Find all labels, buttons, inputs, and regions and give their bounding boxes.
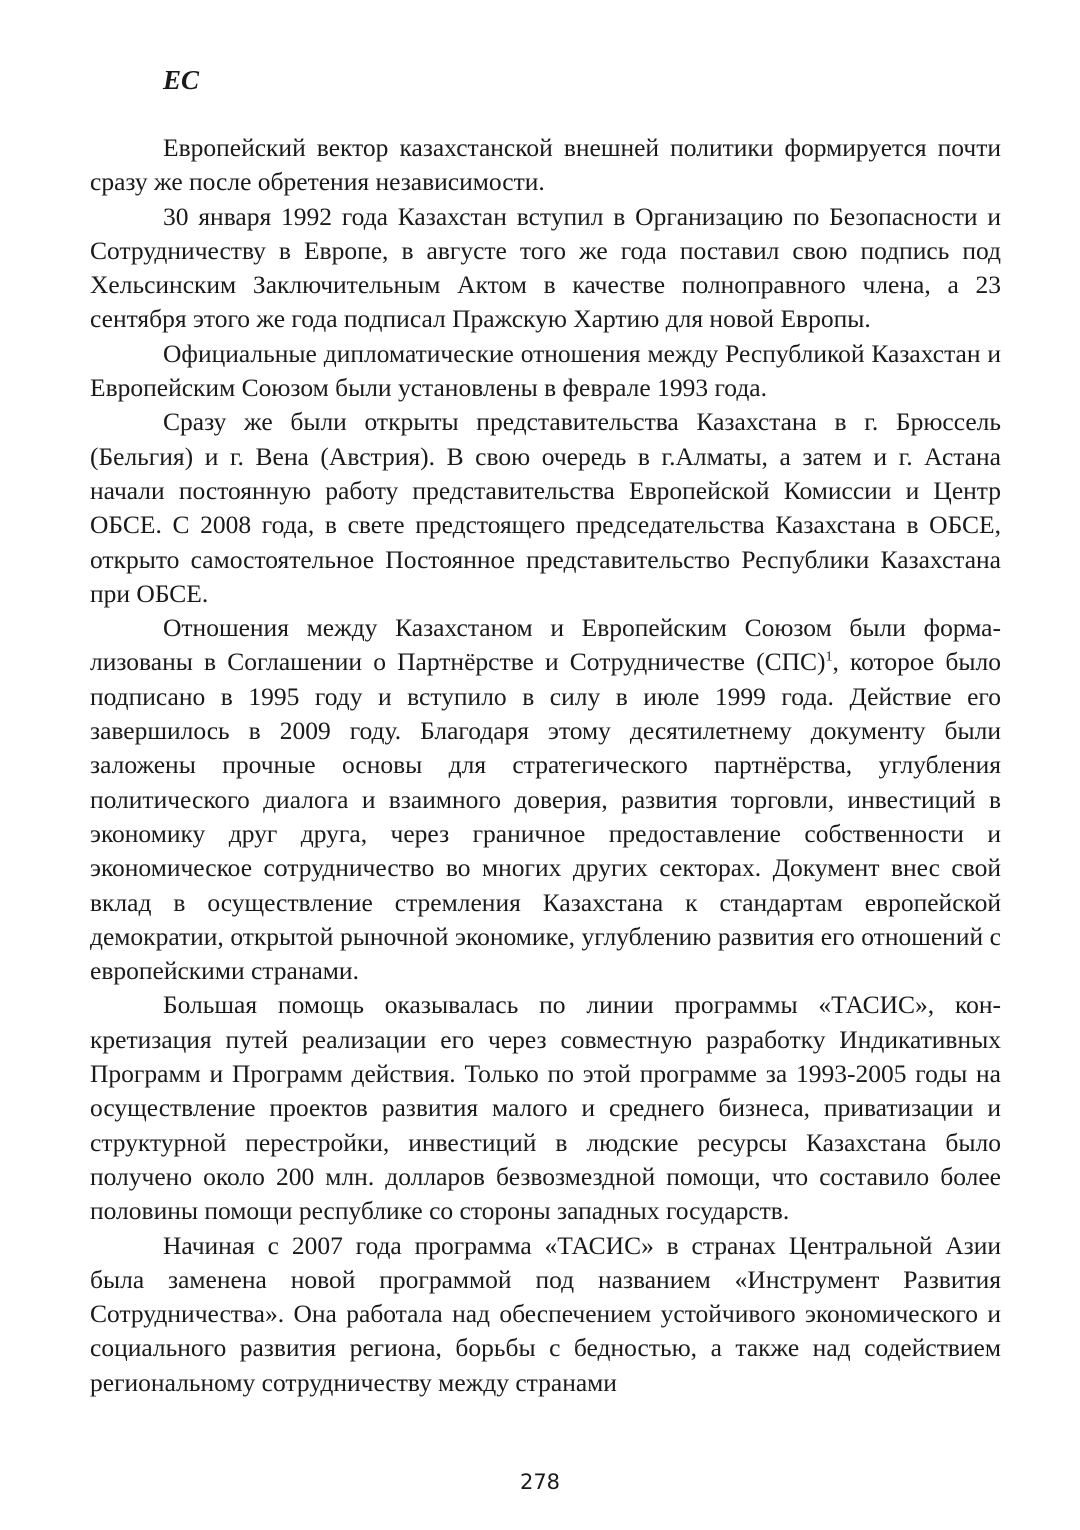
paragraph-3: Официальные дипломатические отношения между Республикой Казахстан и Европейским Союзом были установлены в феврале 1993 года.	[90, 338, 1001, 403]
section-title: ЕС	[163, 65, 200, 95]
paragraph-6: Большая помощь оказывалась по линии программы «ТАСИС», конкретизация путей реализации его через совместную разработку Индикативных Программ и Программ действия. Только по этой программе за 1993-2005 годы на осуществление проектов развития малого и среднего бизнеса, приватизации и структурной перестройки, инвестиций в людские ресурсы Казахстана было получено около 200 млн. долларов безвозмездной помощи, что составило более половины помощи республике со стороны западных государств.	[90, 990, 1001, 1226]
paragraph-5-text-before: Отношения между Казахстаном и Европейским Союзом были формализованы в Соглашении о Партнёрстве и Сотрудничестве (СПС)	[90, 613, 1001, 677]
paragraph-2: 30 января 1992 года Казахстан вступил в Организацию по Безопасности и Сотрудничеству в Европе, в августе того же года поставил свою подпись под Хельсинским Заключительным Актом в качестве полноправного члена, а 23 сентября этого же года подписал Пражскую Хартию для новой Европы.	[90, 201, 1001, 334]
paragraph-5-text-after: , которое было подписано в 1995 году и вступило в силу в июле 1999 года. Действие его завершилось в 2009 году. Благодаря этому десятилетнему документу были заложены прочные основы для стратегического партнёрства, углубления политического диалога и взаимного доверия, развития торговли, инвестиций в экономику друг друга, через граничное предоставление собственности и экономическое сотрудничество во многих других секторах. Документ внес свой вклад в осуществление стремления Казахстана к стандартам европейской демократии, открытой рыночной экономике, углублению развития его отношений с европейскими странами.	[90, 647, 1001, 986]
footnote-reference[interactable]: 1	[825, 649, 833, 665]
paragraph-7: Начиная с 2007 года программа «ТАСИС» в странах Центральной Азии была заменена новой программой под названием «Инструмент Развития Сотрудничества». Она работала над обеспечением устойчивого экономического и социального развития региона, борьбы с бедностью, а также над содействием региональному сотрудничеству между странами	[90, 1230, 1001, 1397]
paragraph-5	[90, 611, 1001, 988]
page-number: 278	[519, 1470, 561, 1494]
body-text	[90, 131, 1001, 1400]
paragraph-4: Сразу же были открыты представительства Казахстана в г. Брюссель (Бельгия) и г. Вена (Австрия). В свою очередь в г.Алматы, а затем и г. Астана начали постоянную работу представительства Европейской Комиссии и Центр ОБСЕ. С 2008 года, в свете предстоящего председательства Казахстана в ОБСЕ, открыто самостоятельное Постоянное представительство Республики Казахстана при ОБСЕ.	[90, 407, 1001, 608]
paragraph-1: Европейский вектор казахстанской внешней политики формируется почти сразу же после обретения независимости.	[90, 133, 1001, 197]
